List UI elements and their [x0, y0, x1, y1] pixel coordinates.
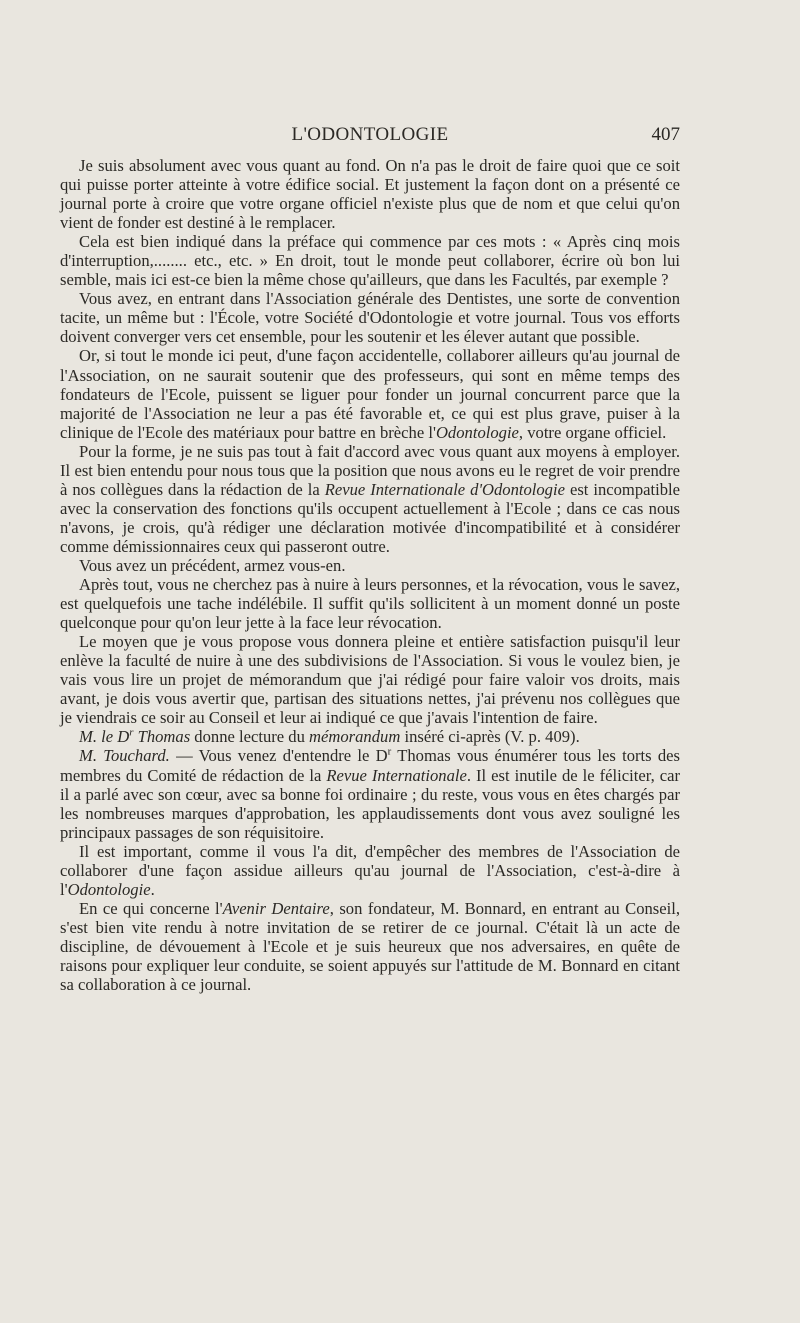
text-segment: r	[387, 745, 392, 758]
text-segment: , votre organe officiel.	[518, 422, 667, 442]
paragraph	[60, 232, 680, 289]
paragraph	[60, 842, 680, 899]
running-title: L'ODONTOLOGIE	[291, 124, 449, 145]
text-segment: Odontologie	[67, 879, 151, 899]
paragraph	[60, 575, 680, 632]
paragraph	[60, 727, 680, 746]
text-segment: mémorandum	[309, 727, 401, 747]
text-segment: M. le D	[79, 727, 130, 747]
text-segment: Le moyen que je vous propose vous donnera pleine et entière satisfaction puisqu'il leur enlève la faculté de nuire à une des subdivisions de l'Association. Si vous le voulez bien, je vais vous lire un projet de mémorandum que j'ai rédigé pour faire valoir vos droits, mais avant, je dois vous avertir que, partisan des situations nettes, j'ai prévenu nos collègues que je viendrais ce soir au Conseil et leur ai indiqué ce que j'avais l'intention de faire.	[60, 632, 680, 728]
page-number: 407	[651, 124, 680, 145]
text-segment: Or, si tout le monde ici peut, d'une façon accidentelle, collaborer ailleurs qu'au journal de l'Association, on ne saurait soutenir que des professeurs, qui sont en même temps des fondateurs de l'Ecole, puissent se liguer pour fonder un journal concurrent parce que la majorité de l'Association ne leur a pas été favorable et, ce qui est plus grave, puiser à la clinique de l'Ecole des matériaux pour battre en brèche l'	[60, 346, 680, 442]
text-segment: Je suis absolument avec vous quant au fond. On n'a pas le droit de faire quoi que ce soit qui puisse porter atteinte à votre édifice social. Et justement la façon dont on a présenté ce journal porte à croire que votre organe officiel n'existe plus que de nom et que celui qu'on vient de fonder est destiné à le remplacer.	[60, 156, 680, 233]
paragraph	[60, 156, 680, 232]
body-text	[60, 156, 680, 994]
text-segment: En ce qui concerne l'	[79, 898, 223, 918]
text-segment: r	[129, 726, 134, 739]
text-segment: . Il est inutile de le féliciter, car il a parlé avec son cœur, avec sa bonne foi ordinaire ; du reste, vous vous en êtes chargés par les nombreuses marques d'approbation, les applaudissements dont vous avez souligné les principaux passages de son réquisitoire.	[60, 765, 680, 842]
text-segment: Après tout, vous ne cherchez pas à nuire à leurs personnes, et la révocation, vous le savez, est quelquefois une tache indélébile. Il suffit qu'ils sollicitent à un moment donné un poste quelconque pour qu'on leur jette à la face leur révocation.	[60, 575, 680, 633]
paragraph	[60, 899, 680, 994]
text-segment: .	[150, 879, 155, 899]
text-segment: donne lecture du	[190, 727, 310, 747]
text-segment: Revue Internationale	[326, 765, 467, 785]
text-segment: , son fondateur, M. Bonnard, en entrant au Conseil, s'est bien vite rendu à notre invitation de se retirer de ce journal. C'était là un acte de discipline, de dévouement à l'Ecole et je suis heureux que nos adversaires, en quête de raisons pour expliquer leur conduite, se soient appuyés sur l'attitude de M. Bonnard en citant sa collaboration à ce journal.	[60, 898, 680, 995]
paragraph	[60, 442, 680, 556]
paragraph	[60, 632, 680, 727]
text-segment: Thomas vous énumérer tous les torts des membres du Comité de rédaction de la	[60, 746, 680, 785]
paragraph	[60, 556, 680, 575]
text-segment: M. Touchard.	[79, 746, 170, 766]
text-segment: Il est important, comme il vous l'a dit, d'empêcher des membres de l'Association de collaborer d'une façon assidue ailleurs qu'au journal de l'Association, c'est-à-dire à l'	[60, 841, 680, 899]
text-segment: est incompatible avec la conservation des fonctions qu'ils occupent actuellement à l'Ecole ; dans ce cas nous n'avons, je crois, qu'à rédiger une déclaration motivée d'incompatibilité et à considérer comme démissionnaires ceux qui passeront outre.	[60, 479, 680, 556]
text-segment: Vous avez un précédent, armez vous-en.	[79, 555, 346, 575]
paragraph	[60, 289, 680, 346]
text-segment: Cela est bien indiqué dans la préface qui commence par ces mots : « Après cinq mois d'interruption,........ etc., etc. » En droit, tout le monde peut collaborer, écrire où bon lui semble, mais ici est-ce bien la même chose qu'ailleurs, que dans les Facultés, par exemple ?	[60, 232, 680, 290]
text-segment: Thomas	[133, 727, 191, 747]
paragraph	[60, 746, 680, 841]
text-segment: Avenir Dentaire	[222, 898, 330, 918]
page-header	[60, 124, 680, 150]
text-segment: Vous avez, en entrant dans l'Association générale des Dentistes, une sorte de convention tacite, un même but : l'École, votre Société d'Odontologie et votre journal. Tous vos efforts doivent converger vers cet ensemble, pour les soutenir et les élever autant que possible.	[60, 289, 680, 347]
text-segment: — Vous venez d'entendre le D	[169, 746, 388, 766]
text-segment: Pour la forme, je ne suis pas tout à fait d'accord avec vous quant aux moyens à employer. Il est bien entendu pour nous tous que la position que nous avons eu le regret de voir prendre à nos collègues dans la rédaction de la	[60, 441, 680, 499]
paragraph	[60, 346, 680, 441]
text-segment: Odontologie	[435, 422, 519, 442]
text-segment: Revue Internationale d'Odontologie	[324, 479, 565, 499]
text-segment: inséré ci-après (V. p. 409).	[400, 727, 580, 747]
